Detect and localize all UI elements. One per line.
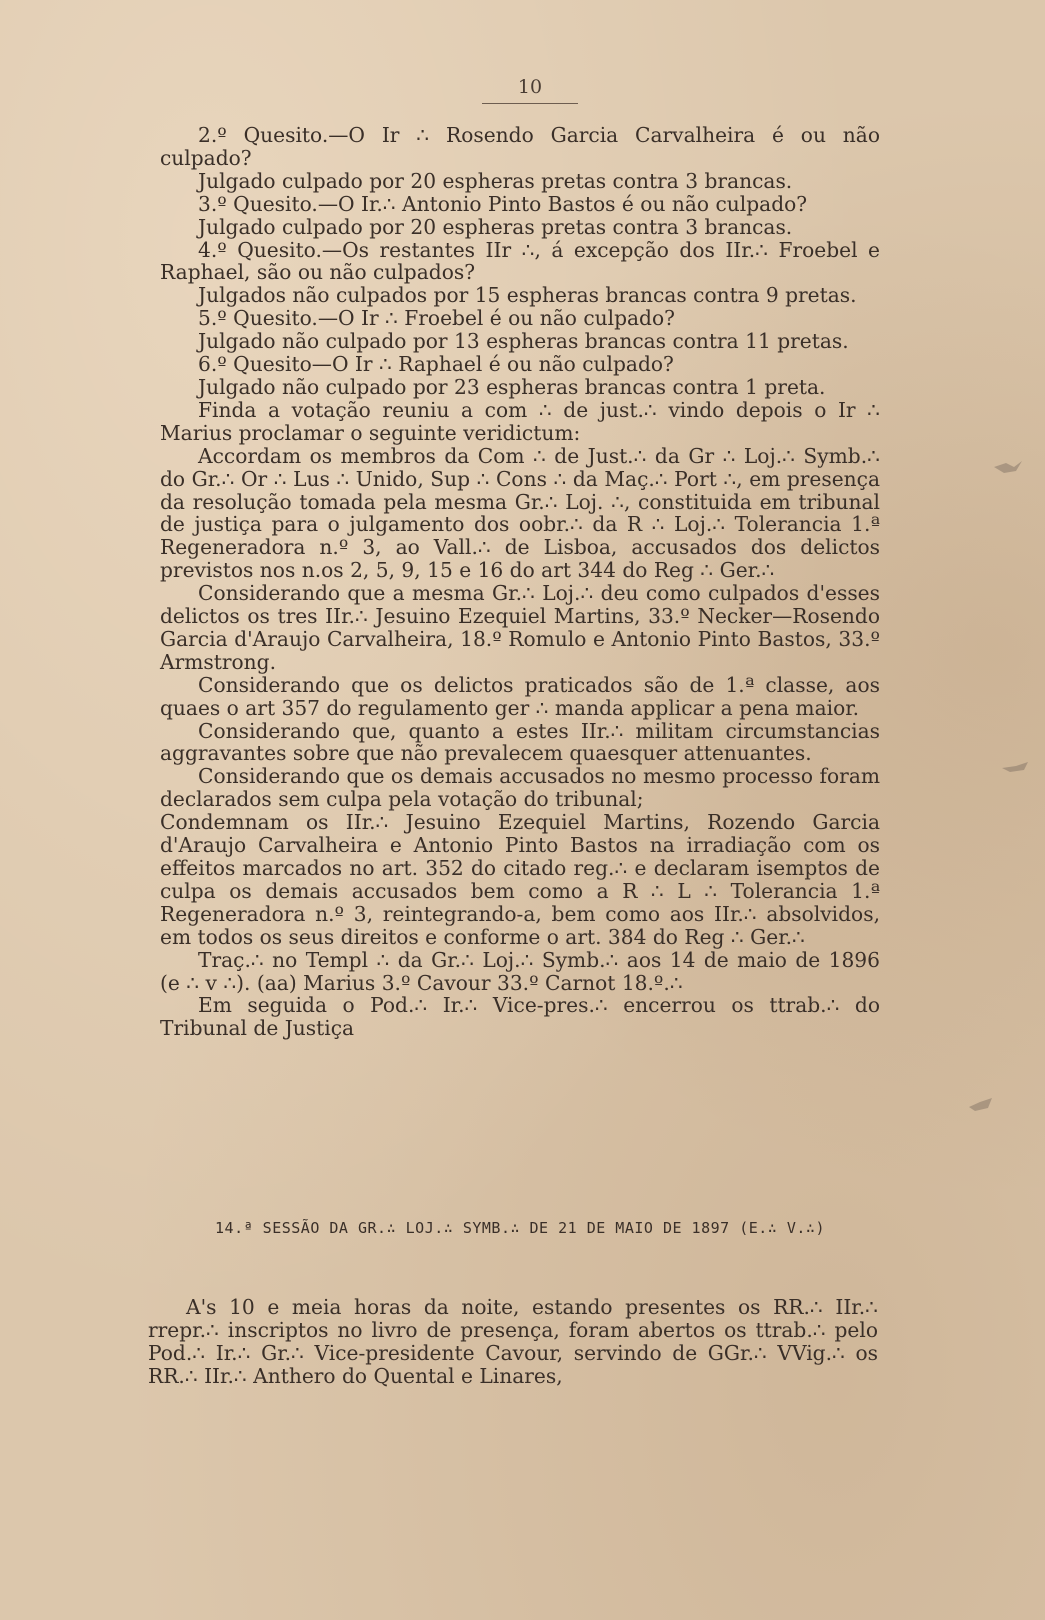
section-heading: 14.ª SESSÃO DA GR.∴ LOJ.∴ SYMB.∴ DE 21 DE MAIO DE 1897 (E.∴ V.∴) [215, 1219, 825, 1237]
paragraph: 6.º Quesito—O Ir ∴ Raphael é ou não culpado? [198, 352, 674, 377]
paragraph: 4.º Quesito.—Os restantes IIr ∴, á excepção dos IIr.∴ Froebel e Raphael, são ou não culpados? [160, 237, 880, 285]
paragraph: Em seguida o Pod.∴ Ir.∴ Vice-pres.∴ encerrou os ttrab.∴ do Tribunal de Justiça [160, 993, 880, 1041]
paragraph: Julgado não culpado por 13 espheras brancas contra 11 pretas. [198, 329, 849, 354]
paragraph: Accordam os membros da Com ∴ de Just.∴ da Gr ∴ Loj.∴ Symb.∴ do Gr.∴ Or ∴ Lus ∴ Unido, Sup ∴ Cons ∴ da Maç.∴ Port ∴, em presença da resolução tomada pela mesma Gr.∴ Loj. ∴, constituida em tribunal de justiça para o julgamento dos oobr.∴ da R ∴ Loj.∴ Tolerancia 1.ª Regeneradora n.º 3, ao Vall.∴ de Lisboa, accusados dos delictos previstos nos n.os 2, 5, 9, 15 e 16 do art 344 do Reg ∴ Ger.∴ [160, 443, 880, 583]
page-number: 10 [517, 76, 543, 98]
paragraph: Julgados não culpados por 15 espheras brancas contra 9 pretas. [198, 283, 857, 308]
paragraph: 3.º Quesito.—O Ir.∴ Antonio Pinto Bastos é ou não culpado? [198, 191, 808, 216]
session-text-block [148, 1296, 878, 1388]
page-number-rule [482, 103, 578, 104]
paragraph: A's 10 e meia horas da noite, estando presentes os RR.∴ IIr.∴ rrepr.∴ inscriptos no livro de presença, foram abertos os ttrab.∴ pelo Pod.∴ Ir.∴ Gr.∴ Vice-presidente Cavour, servindo de GGr.∴ VVig.∴ os RR.∴ IIr.∴ Anthero do Quental e Linares, [148, 1295, 878, 1388]
paragraph: Considerando que, quanto a estes IIr.∴ militam circumstancias aggravantes sobre que não prevalecem quaesquer attenuantes. [160, 718, 880, 766]
paragraph: Considerando que os demais accusados no mesmo processo foram declarados sem culpa pela votação do tribunal; [160, 764, 880, 812]
paragraph: Condemnam os IIr.∴ Jesuino Ezequiel Martins, Rozendo Garcia d'Araujo Carvalheira e Antonio Pinto Bastos na irradiação com os effeitos marcados no art. 352 do citado reg.∴ e declaram isemptos de culpa os demais accusados bem como a R ∴ L ∴ Tolerancia 1.ª Regeneradora n.º 3, reintegrando-a, bem como aos IIr.∴ absolvidos, em todos os seus direitos e conforme o art. 384 do Reg ∴ Ger.∴ [160, 810, 880, 949]
paragraph: Julgado culpado por 20 espheras pretas contra 3 brancas. [198, 214, 793, 239]
paragraph: Considerando que os delictos praticados são de 1.ª classe, aos quaes o art 357 do regulamento ger ∴ manda applicar a pena maior. [160, 672, 880, 720]
paragraph: Julgado culpado por 20 espheras pretas contra 3 brancas. [198, 168, 793, 193]
margin-ink-mark [1000, 756, 1032, 778]
paragraph: Julgado não culpado por 23 espheras brancas contra 1 preta. [198, 374, 826, 399]
paragraph: Finda a votação reuniu a com ∴ de just.∴ vindo depois o Ir ∴ Marius proclamar o seguinte veridictum: [160, 397, 880, 445]
paragraph: 5.º Quesito.—O Ir ∴ Froebel é ou não culpado? [198, 306, 675, 331]
verdict-text-block [160, 124, 880, 1040]
margin-ink-mark [992, 455, 1024, 477]
margin-ink-mark [966, 1093, 998, 1115]
paragraph: Traç.∴ no Templ ∴ da Gr.∴ Loj.∴ Symb.∴ aos 14 de maio de 1896 (e ∴ v ∴). (aa) Marius 3.º Cavour 33.º Carnot 18.º.∴ [160, 947, 880, 995]
paragraph: Considerando que a mesma Gr.∴ Loj.∴ deu como culpados d'esses delictos os tres IIr.∴ Jesuino Ezequiel Martins, 33.º Necker—Rosendo Garcia d'Araujo Carvalheira, 18.º Romulo e Antonio Pinto Bastos, 33.º Armstrong. [160, 581, 880, 674]
paragraph: 2.º Quesito.—O Ir ∴ Rosendo Garcia Carvalheira é ou não culpado? [160, 123, 880, 170]
